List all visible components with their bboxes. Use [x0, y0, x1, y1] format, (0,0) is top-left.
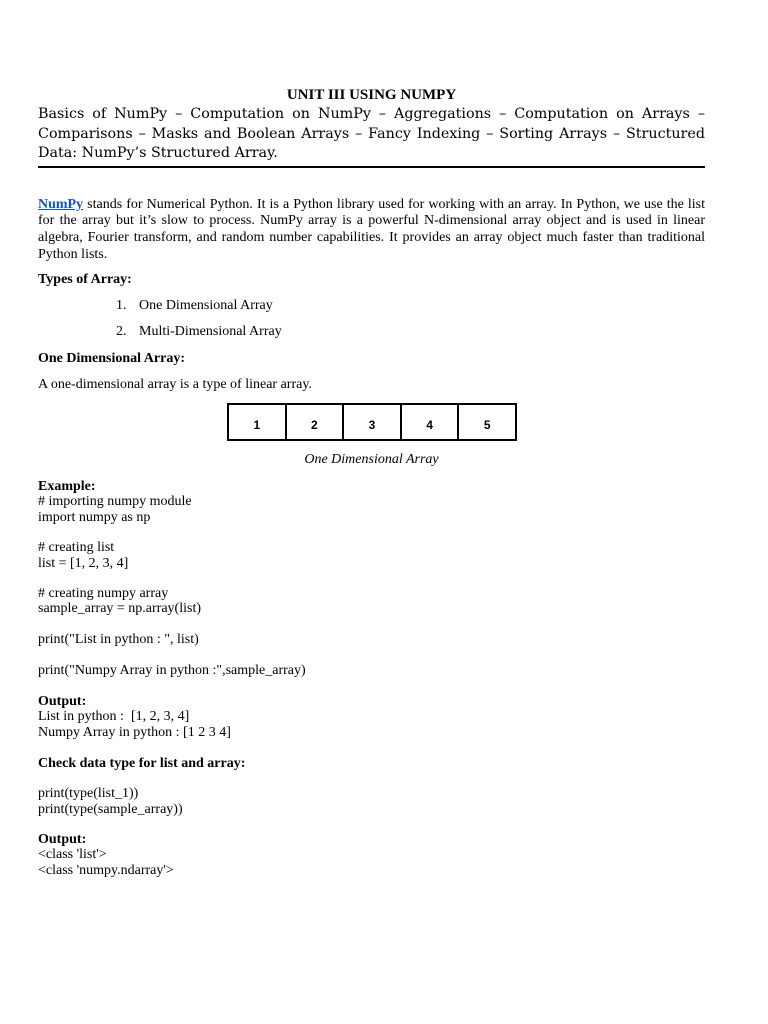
code-line: # importing numpy module — [38, 494, 192, 510]
example-section — [38, 479, 705, 679]
check-section — [38, 756, 705, 817]
code-line: print(type(sample_array)) — [38, 801, 183, 817]
types-heading: Types of Array: — [38, 272, 132, 287]
types-section — [38, 271, 705, 288]
intro-paragraph — [38, 197, 705, 264]
array-cell: 1 — [229, 405, 287, 439]
output-line: <class 'numpy.ndarray'> — [38, 862, 174, 878]
list-item-label: One Dimensional Array — [139, 298, 273, 313]
types-list — [38, 297, 705, 340]
array-diagram — [227, 403, 517, 441]
array-cell: 4 — [402, 405, 460, 439]
list-item — [38, 323, 705, 340]
code-line: print("Numpy Array in python :",sample_array) — [38, 663, 306, 679]
list-item-label: Multi-Dimensional Array — [139, 324, 282, 339]
output-line: <class 'list'> — [38, 847, 107, 863]
output-line: Numpy Array in python : [1 2 3 4] — [38, 724, 231, 740]
code-line: list = [1, 2, 3, 4] — [38, 555, 129, 571]
document-page — [38, 86, 705, 264]
code-line: import numpy as np — [38, 509, 151, 525]
code-line: print("List in python : ", list) — [38, 631, 199, 647]
one-dim-description: A one-dimensional array is a type of linear array. — [38, 377, 312, 392]
array-figure — [38, 403, 705, 473]
list-item-number: 2. — [116, 324, 127, 339]
output-heading: Output: — [38, 832, 87, 847]
code-line: # creating numpy array — [38, 586, 169, 602]
intro-text: stands for Numerical Python. It is a Python library used for working with an array. In Python, we use the list for the array but it’s slow to process. NumPy array is a powerful N-dimensional array object and is used in linear algebra, Fourier transform, and random number capabilities. It provides an array object much faster than traditional Python lists. — [38, 196, 705, 262]
output-section-2 — [38, 832, 705, 878]
list-item — [38, 297, 705, 314]
numpy-link[interactable]: NumPy — [38, 196, 84, 212]
array-cell: 3 — [344, 405, 402, 439]
output-heading: Output: — [38, 694, 87, 709]
figure-caption: One Dimensional Array — [304, 452, 439, 467]
output-section-1 — [38, 694, 705, 740]
syllabus-summary: Basics of NumPy – Computation on NumPy – Aggregations – Computation on Arrays – Comparisons – Masks and Boolean Arrays – Fancy Indexing – Sorting Arrays – Structured Data: NumPy’s Structured Array. — [38, 105, 705, 168]
output-line: List in python : [1, 2, 3, 4] — [38, 709, 190, 725]
list-item-number: 1. — [116, 298, 127, 313]
code-line: print(type(list_1)) — [38, 786, 139, 802]
code-line: # creating list — [38, 540, 115, 556]
code-line: sample_array = np.array(list) — [38, 601, 201, 617]
check-heading: Check data type for list and array: — [38, 756, 246, 771]
array-cell: 2 — [287, 405, 345, 439]
array-cell: 5 — [483, 418, 491, 432]
unit-title: UNIT III USING NUMPY — [286, 87, 457, 103]
one-dim-heading: One Dimensional Array: — [38, 351, 185, 366]
example-heading: Example: — [38, 479, 96, 494]
